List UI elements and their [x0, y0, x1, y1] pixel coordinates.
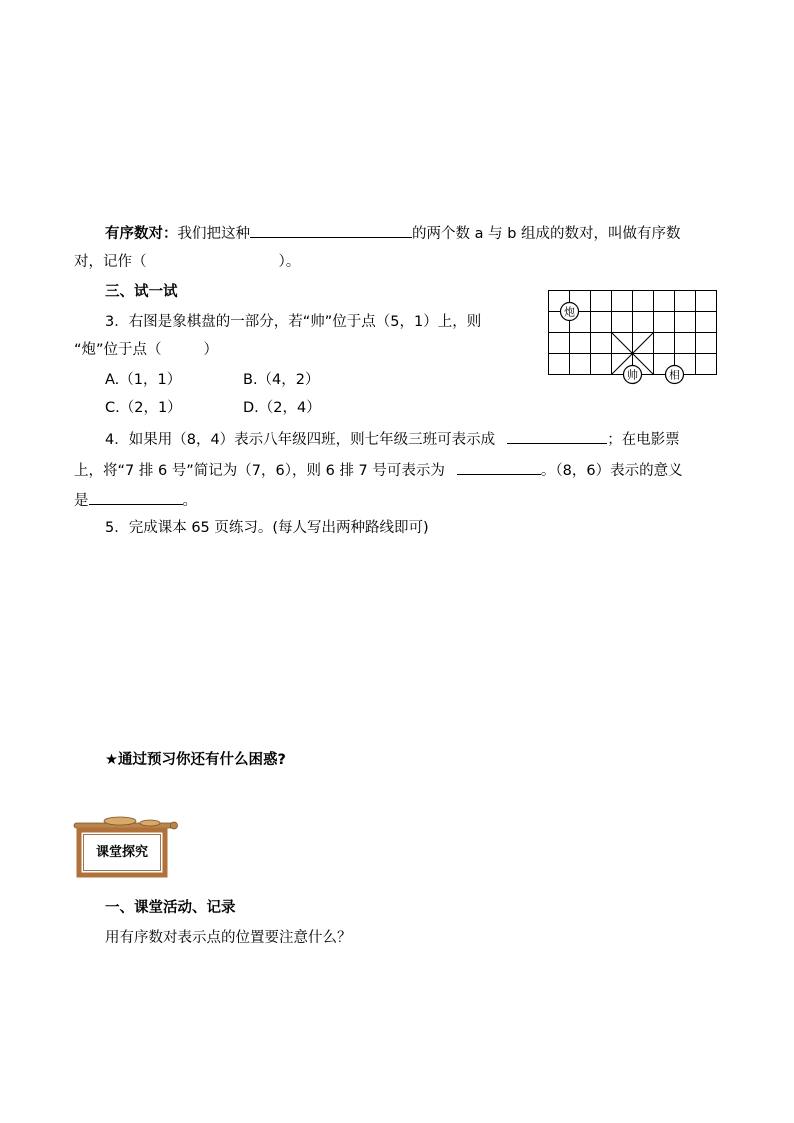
part-1-heading: 一、课堂活动、记录: [105, 900, 236, 916]
piece-label: 相: [669, 368, 680, 382]
banner-label: 课堂探究: [95, 845, 148, 860]
answer-blank[interactable]: [507, 428, 607, 444]
question-4-text-d: 。（8，6）表示的意义: [540, 463, 683, 479]
definition-text-b: 的两个数 a 与 b 组成的数对，叫做有序数: [412, 226, 681, 242]
answer-blank[interactable]: [457, 459, 541, 475]
piece-xiang: [666, 366, 684, 384]
piece-label: 炮: [564, 305, 575, 319]
question-4-text-c: 上，将“7 排 6 号”简记为（7，6），则 6 排 7 号可表示为: [74, 463, 445, 479]
piece-shuai: [624, 366, 642, 384]
definition-line-1: [105, 222, 681, 244]
definition-text-c: 对，记作（: [74, 254, 147, 270]
option-b: B.（4，2）: [243, 372, 320, 388]
question-4-text-b: ；在电影票: [607, 432, 680, 448]
definition-term: 有序数对：: [105, 226, 178, 242]
option-c: C.（2，1）: [105, 400, 182, 416]
question-4-text-e: 是: [74, 493, 89, 509]
question-4-text-a: 4．如果用（8，4）表示八年级四班，则七年级三班可表示成: [105, 432, 496, 448]
question-3-line-2: [74, 340, 218, 360]
definition-line-2: [74, 252, 300, 272]
question-4-line-3: [74, 489, 197, 511]
definition-text-a: 我们把这种: [177, 226, 250, 242]
doubt-prompt: ★通过预习你还有什么困惑?: [105, 752, 286, 768]
question-3-text-a: “炮”位于点（: [74, 342, 162, 358]
answer-blank[interactable]: [250, 222, 412, 238]
question-5: 5．完成课本 65 页练习。(每人写出两种路线即可): [105, 520, 429, 536]
option-a: A.（1，1）: [105, 372, 182, 388]
option-d: D.（2，4）: [243, 400, 321, 416]
answer-blank[interactable]: [89, 489, 183, 505]
question-3-text-b: ）: [203, 342, 219, 358]
question-4-line-2: [74, 459, 683, 481]
section-banner: [70, 816, 182, 878]
question-3-line-1: 3．右图是象棋盘的一部分，若“帅”位于点（5，1）上，则: [105, 314, 482, 330]
piece-pao: [561, 303, 579, 321]
definition-text-d: ）。: [278, 254, 301, 270]
piece-label: 帅: [627, 368, 638, 382]
question-4-line-1: [105, 428, 680, 450]
question-4-text-f: 。: [182, 493, 197, 509]
part-1-question: 用有序数对表示点的位置要注意什么？: [105, 930, 352, 946]
section-heading-try: 三、试一试: [105, 284, 178, 300]
chessboard-figure: [548, 290, 720, 386]
